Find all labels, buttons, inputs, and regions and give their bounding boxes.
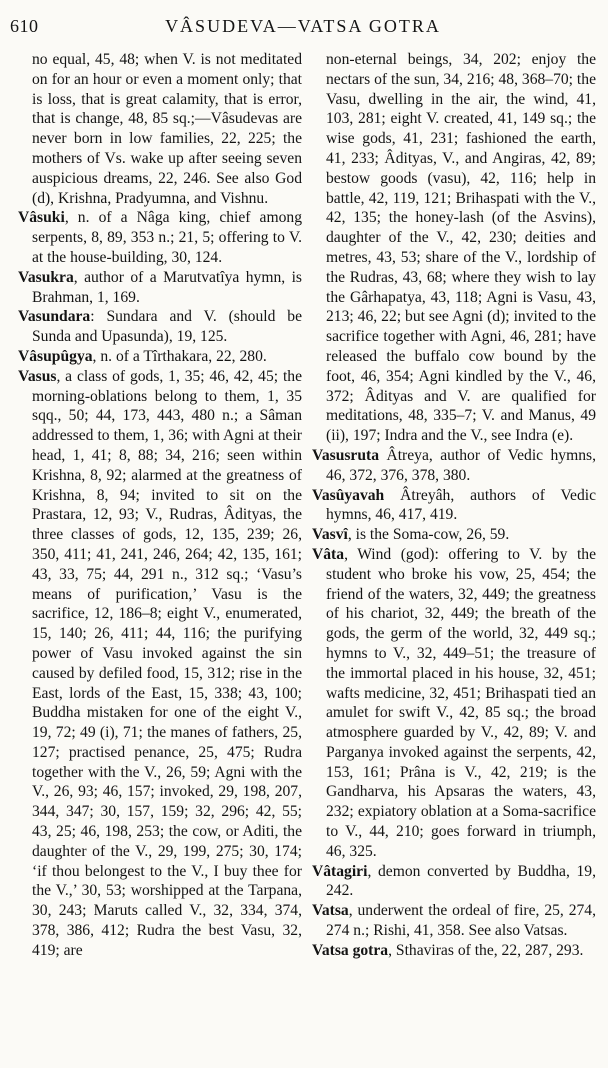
entry-text: , Sthaviras of the, 22, 287, 293. <box>388 941 584 959</box>
headword: Vasundara <box>18 308 91 326</box>
index-entry-continued <box>18 50 302 208</box>
entry-text: : Sundara and V. (should be Sunda and Upasunda), 19, 125. <box>32 308 302 346</box>
index-entry-vatagiri <box>312 862 596 902</box>
index-entry-vatsa-gotra <box>312 941 596 961</box>
right-column <box>312 50 596 961</box>
headword: Vâsuki <box>18 209 65 227</box>
entry-text: , underwent the ordeal of fire, 25, 274, 274 n.; Rishi, 41, 358. See also Vatsas. <box>326 902 596 940</box>
headword: Vasusruta <box>312 446 380 464</box>
entry-text: no equal, 45, 48; when V. is not meditated on for an hour or even a moment only; that is loss, that is great calamity, that is error, that is change, 48, 85 sq.;—Vâsudevas are never born in low families, 22, 225; the mothers of Vs. wake up after seeing seven auspicious dreams, 22, 246. See also God (d), Krishna, Pradyumna, and Vishnu. <box>32 51 302 207</box>
index-entry-continued <box>312 50 596 446</box>
headword: Vasûyavah <box>312 486 385 504</box>
index-entry-vasundara <box>18 307 302 347</box>
headword: Vatsa <box>312 902 349 920</box>
entry-text: , demon converted by Buddha, 19, 242. <box>326 862 596 900</box>
index-entry-vasuyavah <box>312 486 596 526</box>
page-header <box>10 16 596 42</box>
entry-text: , n. of a Nâga king, chief among serpents, 8, 89, 353 n.; 21, 5; offering to V. at the house-building, 30, 124. <box>32 209 302 266</box>
index-entry-vasus <box>18 367 302 961</box>
headword: Vatsa gotra <box>312 941 389 959</box>
headword: Vâtagiri <box>312 862 368 880</box>
entry-text: , is the Soma-cow, 26, 59. <box>347 526 510 544</box>
entry-text: Âtreyâh, authors of Vedic hymns, 46, 417, 419. <box>326 486 596 524</box>
index-entry-vasupugya <box>18 347 302 367</box>
left-column <box>18 50 302 961</box>
index-entry-vasuki <box>18 208 302 267</box>
headword: Vâsupûgya <box>18 347 93 365</box>
headword: Vâta <box>312 545 345 563</box>
entry-text: , author of a Marutvatîya hymn, is Brahman, 1, 169. <box>32 268 302 306</box>
index-entry-vata <box>312 545 596 862</box>
headword: Vasvî <box>312 526 348 544</box>
index-entry-vasvi <box>312 525 596 545</box>
headword: Vasus <box>18 367 57 385</box>
headword: Vasukra <box>18 268 74 286</box>
entry-text: , n. of a Tîrthakara, 22, 280. <box>92 347 267 365</box>
index-entry-vatsa <box>312 901 596 941</box>
running-head: VÂSUDEVA—VATSA GOTRA <box>165 16 441 36</box>
page-number: 610 <box>10 16 39 36</box>
entry-text: non-eternal beings, 34, 202; enjoy the nectars of the sun, 34, 216; 48, 368–70; the Vasu, dwelling in the air, the wind, 41, 103, 281; eight V. created, 41, 149 sq.; the wise gods, 41, 231; fashioned the earth, 41, 233; Âdityas, V., and Angiras, 42, 89; bestow goods (vasu), 42, 116; help in battle, 42, 119, 121; Brihaspati with the V., 42, 135; the honey-lash (of the Asvins), daughter of the V., 42, 230; deities and metres, 43, 53; share of the V., lordship of the Rudras, 43, 68; where they wish to lay the Gârhapatya, 43, 118; Agni is Vasu, 43, 213; 46, 22; but see Agni (d); invited to the sacrifice together with Agni, 46, 281; have released the buffalo cow bound by the foot, 46, 354; Agni kindled by the V., 46, 372; Âdityas and V. are qualified for meditations, 48, 335–7; V. and Manus, 49 (ii), 197; Indra and the V., see Indra (e). <box>326 51 596 445</box>
entry-text: Âtreya, author of Vedic hymns, 46, 372, 376, 378, 380. <box>326 446 596 484</box>
entry-text: , a class of gods, 1, 35; 46, 42, 45; the morning-oblations belong to them, 1, 35 sqq., 50; 44, 173, 443, 480 n.; a Sâman addressed to them, 1, 36; with Agni at their head, 1, 41; 8, 88; 34, 216; seen within Krishna, 8, 92; alarmed at the greatness of Krishna, 8, 94; invited to sit on the Prastara, 12, 93; V., Rudras, Âdityas, the three classes of gods, 12, 135, 239; 26, 350, 411; 41, 241, 246, 264; 42, 135, 161; 43, 33, 75; 44, 291 n., 312 sq.; ‘Vasu’s means of purification,’ Vasu is the sacrifice, 12, 186–8; eight V., enumerated, 15, 140; 26, 411; 44, 116; the purifying power of Vasu invoked against the sin caused by defiled food, 15, 312; rise in the East, lords of the East, 15, 338; 43, 100; Buddha mistaken for one of the eight V., 19, 72; 49 (i), 71; the manes of fathers, 25, 127; practised penance, 25, 475; Rudra together with the V., 26, 59; Agni with the V., 26, 93; 46, 157; invoked, 29, 198, 207, 344, 347; 30, 157, 159; 32, 296; 42, 55; 43, 25; 46, 198, 253; the cow, or Aditi, the daughter of the V., 29, 199, 275; 30, 174; ‘if thou belongest to the V., I buy thee for the V.,’ 30, 53; worshipped at the Tarpana, 30, 243; Maruts called V., 32, 334, 374, 378, 386, 412; Rudra the best Vasu, 32, 419; are <box>32 367 302 959</box>
index-entry-vasukra <box>18 268 302 308</box>
index-entry-vasusruta <box>312 446 596 486</box>
entry-text: , Wind (god): offering to V. by the student who broke his vow, 25, 454; the friend of the waters, 32, 449; the greatness of his chariot, 32, 449; the breath of the gods, the germ of the world, 32, 449 sq.; hymns to V., 32, 449–51; the treasure of the immortal placed in his house, 32, 451; wafts medicine, 32, 451; Brihaspati tied an amulet for swift V., 42, 85 sq.; the broad atmosphere guarded by V., 42, 89; V. and Parganya invoked against the serpents, 42, 153, 161; Prâna is V., 42, 219; is the Gandharva, his Apsaras the waters, 43, 232; expiatory oblation at a Soma-sacrifice to V., 44, 210; goes forward in triumph, 46, 325. <box>326 545 596 860</box>
